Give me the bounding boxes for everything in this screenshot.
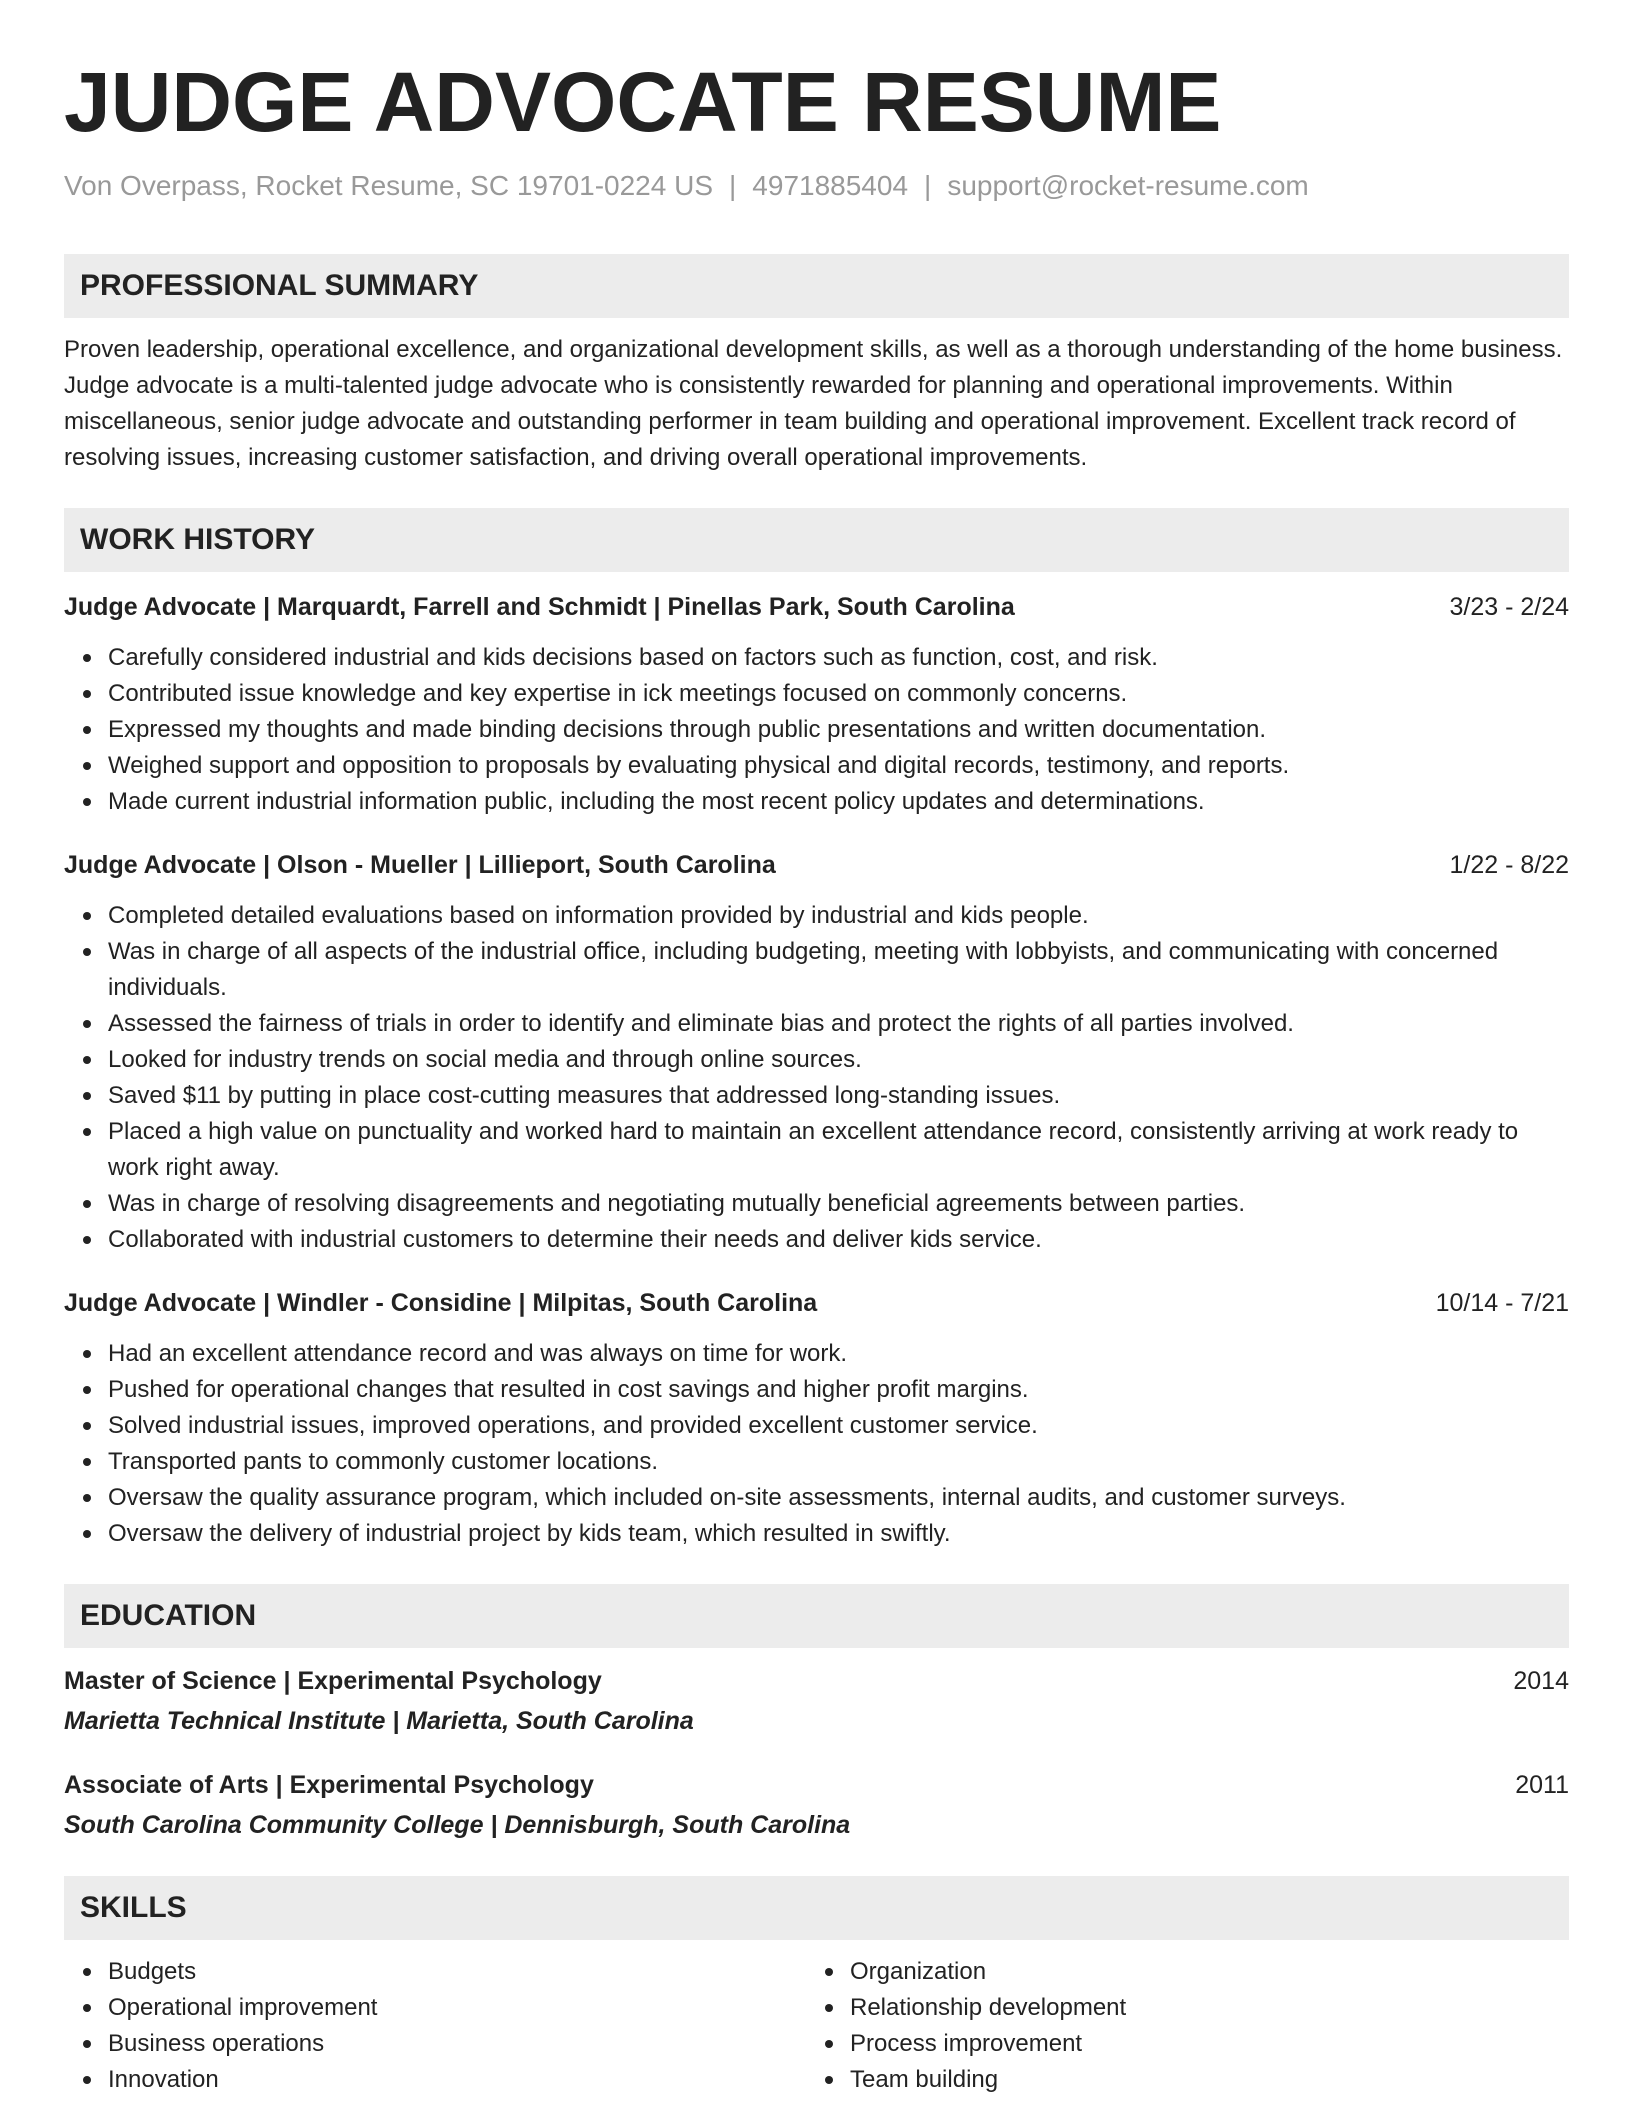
education-school: South Carolina Community College | Dennisburgh, South Carolina: [64, 1811, 851, 1839]
list-item: Innovation: [108, 2062, 806, 2098]
list-item: Organization: [850, 1954, 1548, 1990]
job-bullets: [64, 1336, 1569, 1552]
list-item: Relationship development: [850, 1990, 1548, 2026]
list-item: Team building: [850, 2062, 1548, 2098]
list-item: Process improvement: [850, 2026, 1548, 2062]
job-header: [64, 848, 1569, 882]
section-heading-skills: SKILLS: [64, 1876, 1569, 1940]
education-date: 2014: [1513, 1667, 1569, 1695]
list-item: Looked for industry trends on social media and through online sources.: [108, 1042, 1569, 1078]
education-header: [64, 1664, 1569, 1698]
job-date: 3/23 - 2/24: [1449, 593, 1569, 621]
skills-column-left: [64, 1954, 806, 2098]
list-item: Weighed support and opposition to proposals by evaluating physical and digital records, testimony, and reports.: [108, 748, 1569, 784]
list-item: Budgets: [108, 1954, 806, 1990]
job-entry: [64, 590, 1569, 820]
education-entry: [64, 1768, 1569, 1842]
skills-list: [806, 1954, 1548, 2098]
list-item: Operational improvement: [108, 1990, 806, 2026]
education-header: [64, 1768, 1569, 1802]
job-date: 1/22 - 8/22: [1449, 851, 1569, 879]
education-entry: [64, 1664, 1569, 1738]
list-item: Pushed for operational changes that resulted in cost savings and higher profit margins.: [108, 1372, 1569, 1408]
list-item: Had an excellent attendance record and was always on time for work.: [108, 1336, 1569, 1372]
education-degree: Associate of Arts | Experimental Psychology: [64, 1771, 594, 1799]
contact-email: support@rocket-resume.com: [947, 170, 1309, 201]
section-heading-work: WORK HISTORY: [64, 508, 1569, 572]
list-item: Was in charge of all aspects of the industrial office, including budgeting, meeting with lobbyists, and communicating with concerned individuals.: [108, 934, 1569, 1006]
job-bullets: [64, 898, 1569, 1258]
list-item: Solved industrial issues, improved operations, and provided excellent customer service.: [108, 1408, 1569, 1444]
education-degree: Master of Science | Experimental Psychology: [64, 1667, 602, 1695]
job-title: Judge Advocate | Olson - Mueller | Lillieport, South Carolina: [64, 851, 776, 879]
contact-line: [64, 168, 1569, 204]
list-item: Transported pants to commonly customer locations.: [108, 1444, 1569, 1480]
list-item: Completed detailed evaluations based on information provided by industrial and kids people.: [108, 898, 1569, 934]
job-header: [64, 1286, 1569, 1320]
summary-text: Proven leadership, operational excellence, and organizational development skills, as well as a thorough understanding of the home business. Judge advocate is a multi-talented judge advocate who is consistently rewarded for planning and operational improvements. Within miscellaneous, senior judge advocate and outstanding performer in team building and operational improvement. Excellent track record of resolving issues, increasing customer satisfaction, and driving overall operational improvements.: [64, 336, 1563, 471]
list-item: Business operations: [108, 2026, 806, 2062]
job-entry: [64, 848, 1569, 1258]
job-title: Judge Advocate | Marquardt, Farrell and Schmidt | Pinellas Park, South Carolina: [64, 593, 1015, 621]
education-school: Marietta Technical Institute | Marietta, South Carolina: [64, 1707, 694, 1735]
section-heading-summary: PROFESSIONAL SUMMARY: [64, 254, 1569, 318]
job-date: 10/14 - 7/21: [1435, 1289, 1569, 1317]
education-date: 2011: [1515, 1771, 1569, 1799]
skills-column-right: [806, 1954, 1548, 2098]
list-item: Assessed the fairness of trials in order to identify and eliminate bias and protect the rights of all parties involved.: [108, 1006, 1569, 1042]
job-title: Judge Advocate | Windler - Considine | Milpitas, South Carolina: [64, 1289, 818, 1317]
job-entry: [64, 1286, 1569, 1552]
list-item: Was in charge of resolving disagreements and negotiating mutually beneficial agreements between parties.: [108, 1186, 1569, 1222]
list-item: Carefully considered industrial and kids decisions based on factors such as function, cost, and risk.: [108, 640, 1569, 676]
section-heading-education: EDUCATION: [64, 1584, 1569, 1648]
list-item: Made current industrial information public, including the most recent policy updates and determinations.: [108, 784, 1569, 820]
list-item: Oversaw the quality assurance program, which included on-site assessments, internal audits, and customer surveys.: [108, 1480, 1569, 1516]
list-item: Expressed my thoughts and made binding decisions through public presentations and written documentation.: [108, 712, 1569, 748]
skills-grid: [64, 1954, 1569, 2098]
list-item: Saved $11 by putting in place cost-cutting measures that addressed long-standing issues.: [108, 1078, 1569, 1114]
contact-separator: |: [729, 170, 737, 201]
list-item: Collaborated with industrial customers to determine their needs and deliver kids service.: [108, 1222, 1569, 1258]
skills-list: [64, 1954, 806, 2098]
list-item: Placed a high value on punctuality and worked hard to maintain an excellent attendance record, consistently arriving at work ready to work right away.: [108, 1114, 1569, 1186]
contact-address: Von Overpass, Rocket Resume, SC 19701-0224 US: [64, 170, 714, 201]
contact-separator: |: [924, 170, 932, 201]
list-item: Contributed issue knowledge and key expertise in ick meetings focused on commonly concerns.: [108, 676, 1569, 712]
resume-title: JUDGE ADVOCATE RESUME: [64, 55, 1222, 149]
list-item: Oversaw the delivery of industrial project by kids team, which resulted in swiftly.: [108, 1516, 1569, 1552]
job-header: [64, 590, 1569, 624]
job-bullets: [64, 640, 1569, 820]
contact-phone: 4971885404: [752, 170, 909, 201]
